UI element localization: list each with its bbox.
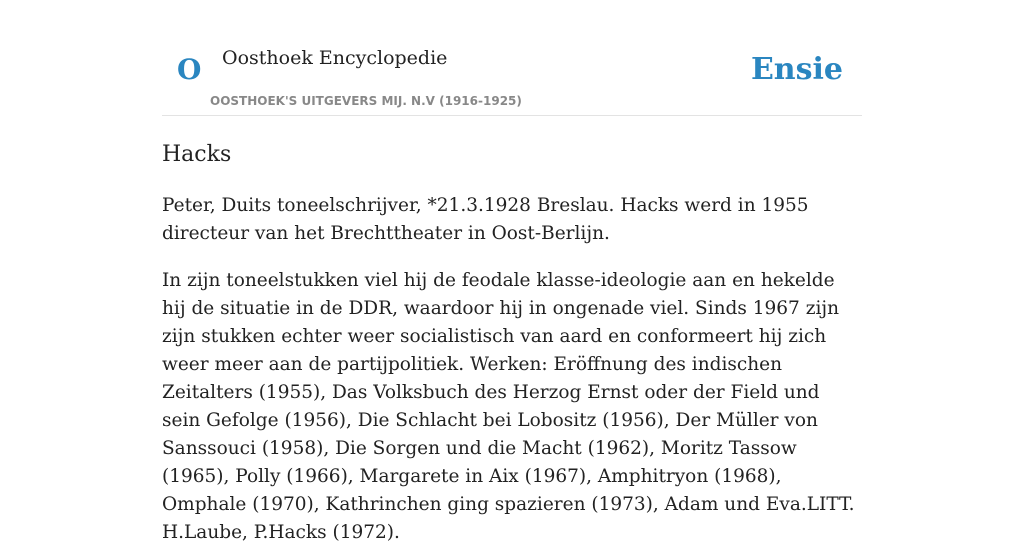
entry-paragraph: Peter, Duits toneelschrijver, *21.3.1928 Breslau. Hacks werd in 1955 directeur van het Brechttheater in Oost-Berlijn. <box>162 195 809 244</box>
book-header <box>162 0 862 116</box>
book-logo[interactable]: O <box>177 53 202 86</box>
article-page <box>162 0 862 543</box>
ensie-logo-link[interactable]: Ensie <box>750 52 843 87</box>
book-title-link[interactable]: Oosthoek Encyclopedie <box>222 47 448 69</box>
entry-title: Hacks <box>162 142 232 167</box>
publisher-label: OOSTHOEK'S UITGEVERS MIJ. N.V (1916-1925) <box>210 94 522 108</box>
entry-paragraph: In zijn toneelstukken viel hij de feodale klasse-ideologie aan en hekelde hij de situatie in de DDR, waardoor hij in ongenade viel. Sinds 1967 zijn zijn stukken echter weer socialistisch van aard en conformeert hij zich weer meer aan de partijpolitiek. Werken: Eröffnung des indischen Zeitalters (1955), Das Volksbuch des Herzog Ernst oder der Field und sein Gefolge (1956), Die Schlacht bei Lobositz (1956), Der Müller von Sanssouci (1958), Die Sorgen und die Macht (1962), Moritz Tassow (1965), Polly (1966), Margarete in Aix (1967), Amphitryon (1968), Omphale (1970), Kathrinchen ging spazieren (1973), Adam und Eva.LITT. H.Laube, P.Hacks (1972). <box>162 270 855 543</box>
